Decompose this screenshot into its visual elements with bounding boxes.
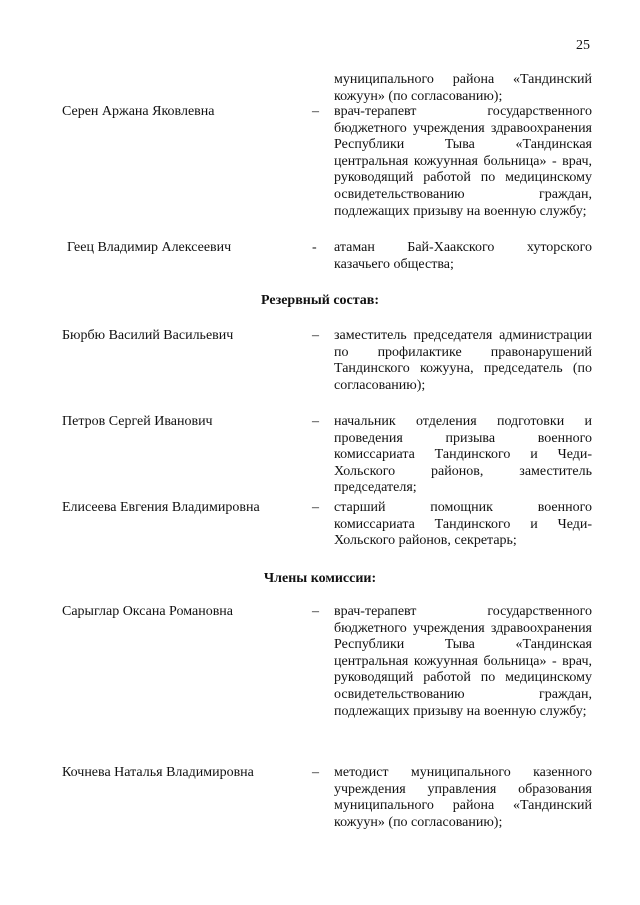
dash: –	[312, 104, 319, 119]
member-name: Петров Сергей Иванович	[62, 414, 213, 429]
members-heading: Члены комиссии:	[263, 571, 377, 586]
member-role: старший помощник военного комиссариата Тандинского и Чеди-Хольского районов, секретарь;	[334, 500, 592, 549]
member-role: методист муниципального казенного учреждения управления образования муниципального района «Тандинский кожуун» (по согласованию);	[334, 765, 592, 830]
page-number: 25	[576, 38, 590, 53]
member-name: Елисеева Евгения Владимировна	[62, 500, 260, 515]
dash: –	[312, 414, 319, 429]
member-name: Серен Аржана Яковлевна	[62, 104, 215, 119]
continuation-text: муниципального района «Тандинский кожуун» (по согласованию);	[334, 72, 592, 104]
member-role: заместитель председателя администрации по профилактике правонарушений Тандинского кожууна, председатель (по согласованию);	[334, 328, 592, 393]
member-name: Кочнева Наталья Владимировна	[62, 765, 254, 780]
member-role: атаман Бай-Хаакского хуторского казачьего общества;	[334, 240, 592, 272]
member-name: Бюрбю Василий Васильевич	[62, 328, 234, 343]
reserve-heading: Резервный состав:	[260, 293, 380, 308]
dash: –	[312, 604, 319, 619]
member-name: Геец Владимир Алексеевич	[67, 240, 232, 255]
dash: –	[312, 765, 319, 780]
member-role: врач-терапевт государственного бюджетного учреждения здравоохранения Республики Тыва «Тандинская центральная кожуунная больница» - врач, руководящий работой по медицинскому освидетельствованию граждан, подлежащих призыву на военную службу;	[334, 604, 592, 719]
dash: –	[312, 500, 319, 515]
dash: –	[312, 328, 319, 343]
member-role: врач-терапевт государственного бюджетного учреждения здравоохранения Республики Тыва «Тандинская центральная кожуунная больница» - врач, руководящий работой по медицинскому освидетельствованию граждан, подлежащих призыву на военную службу;	[334, 104, 592, 219]
member-name: Сарыглар Оксана Романовна	[62, 604, 234, 619]
dash: -	[312, 240, 317, 255]
member-role: начальник отделения подготовки и проведения призыва военного комиссариата Тандинского и Чеди-Хольского районов, заместитель председателя;	[334, 414, 592, 496]
